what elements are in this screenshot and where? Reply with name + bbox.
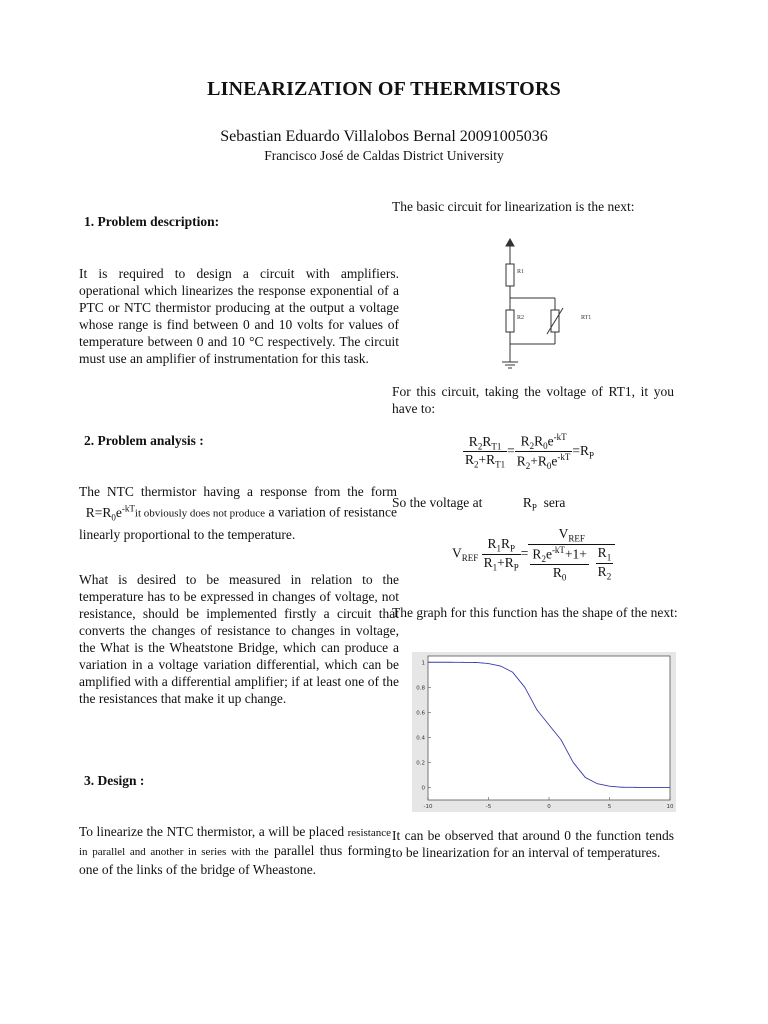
y-tick-label: 0 [421,785,425,792]
x-tick-label: 10 [666,804,674,810]
equation-parallel-resistance: $\frac{R_2R_{T1}}{R_2+R_{T1}}$ = $\frac{R_2R_0e^{-kT}}{R_2+R_0e^{-kT}}$ $=R_P$ [465,432,595,472]
supply-arrow-icon [506,239,514,246]
author-line: Sebastian Eduardo Villalobos Bernal 20091005036 [220,128,548,145]
label-r2: R2 [517,315,525,321]
x-tick-label: -5 [485,804,492,810]
paragraph-wheatstone: What is desired to be measured in relation to the temperature has to be expressed in changes of voltage, not resistance, should be implemented firstly a circuit that converts the changes of resistance to changes in voltage, the What is the Wheatstone Bridge, which can produce a variation in a voltage variation differential, which can be amplified with a differential amplifier; if at least one of the the resistances that make it up change. [79,572,399,706]
paragraph-voltage-rt1: For this circuit, taking the voltage of RT1, it you have to: [392,384,674,416]
x-tick-label: 5 [607,804,612,810]
linearization-circuit-diagram [490,234,610,374]
thermistor-slash [547,308,563,334]
heading-design: 3. Design : [84,773,145,788]
heading-problem-analysis: 2. Problem analysis : [84,433,204,448]
paragraph-problem-analysis: The NTC thermistor having a response from the form $R=R_0e^{-kT}it$ obviously does not produce a variation of resistance linearly proportional to the temperature. [79,484,398,543]
resistor-r1 [506,264,514,286]
label-rt1: RT1 [581,315,592,321]
paragraph-basic-circuit: The basic circuit for linearization is the next: [392,199,635,214]
x-tick-label: -10 [423,804,433,810]
equation-voltage-rp: $V_{REF}$ $\frac{R_1R_P}{R_1+R_P}$ = $V_{REF}$ $\frac{R_2e^{-kT}+1+}{R_0}$ $\frac{R_1}{R_2}$ [452,526,615,583]
affiliation: Francisco José de Caldas District University [264,148,504,163]
x-tick-label: 0 [547,804,551,810]
paper-title: LINEARIZATION OF THERMISTORS [207,78,561,100]
paragraph-voltage-at: So the voltage at $R_P$ sera [392,495,566,513]
label-r1: R1 [517,269,525,275]
equation-ntc-response: $R=R_0e^{-kT}$ [79,503,135,523]
paragraph-observation: It can be observed that around 0 the function tends to be linearization for an interval of temperatures. [392,828,674,860]
paragraph-problem-description: It is required to design a circuit with amplifiers. operational which linearizes the response exponential of a PTC or NTC thermistor producing at the output a voltage whose range is find between 0 and 10 volts for values of temperature between 0 and 10 °C respectively. The circuit must use an amplifier of instrumentation for this task. [79,266,399,366]
y-tick-label: 0.6 [416,710,425,717]
y-tick-label: 0.2 [416,760,425,767]
y-tick-label: 0.8 [416,685,425,692]
sigmoid-chart [412,652,676,812]
resistor-r2 [506,310,514,332]
heading-problem-description: 1. Problem description: [84,214,220,229]
paragraph-graph-shape: The graph for this function has the shape of the next: [392,605,678,620]
y-tick-label: 0.4 [416,735,425,742]
y-tick-label: 1 [421,660,425,667]
plot-area [428,656,670,800]
paragraph-design: To linearize the NTC thermistor, a will be placed resistance in parallel and another in series with the parallel thus forming one of the links of the bridge of Wheastone. [79,824,392,877]
